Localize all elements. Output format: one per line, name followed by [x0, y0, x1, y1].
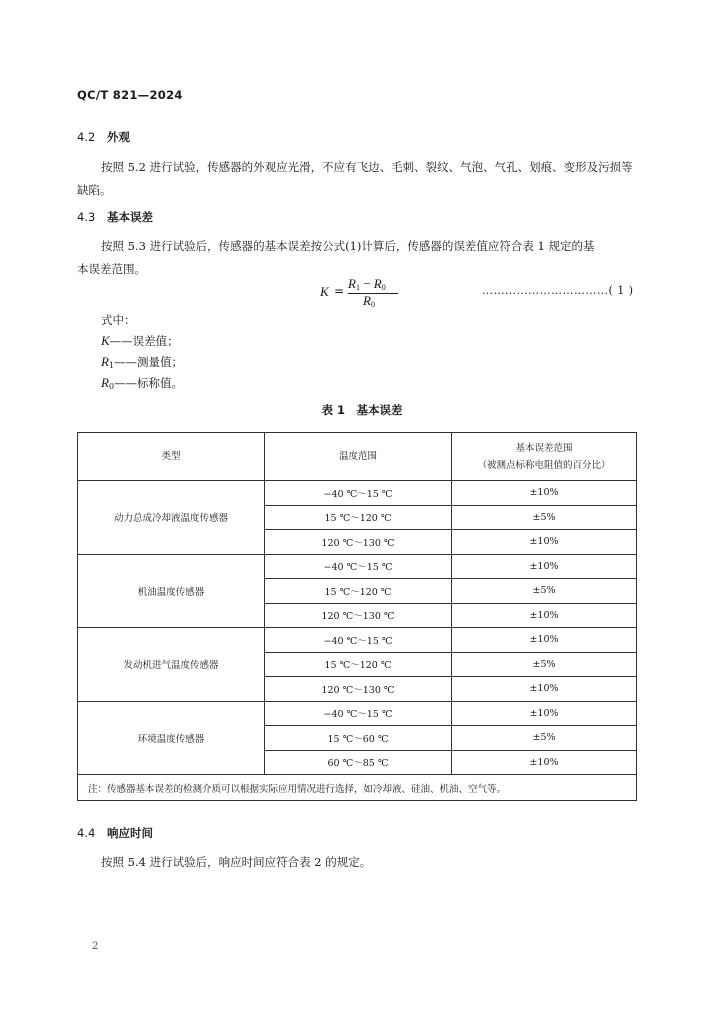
page-number: 2: [92, 941, 99, 952]
paragraph-4-2-line1: 按照 5.2 进行试验，传感器的外观应光滑，不应有飞边、毛刺、裂纹、气泡、气孔、划痕、变形及污损等: [101, 160, 633, 174]
formula-equals: =: [334, 284, 345, 298]
paragraph-4-3-line2: 本误差范围。: [77, 262, 146, 276]
temp-cell: 15 ℃～120 ℃: [265, 652, 452, 677]
error-cell: ±10%: [452, 701, 637, 726]
type-cell: 环境温度传感器: [78, 701, 265, 775]
temp-cell: −40 ℃～15 ℃: [265, 701, 452, 726]
section-heading-4-2: [77, 129, 130, 145]
error-cell: ±10%: [452, 603, 637, 628]
paragraph-4-2-line2: 缺陷。: [77, 183, 112, 197]
formula-where: 式中：: [101, 313, 136, 327]
temp-cell: 15 ℃～60 ℃: [265, 726, 452, 751]
formula-number: ……………………………( 1 ): [482, 284, 634, 297]
formula-numerator: $R_1 - R_0$: [348, 276, 386, 292]
type-cell: 动力总成冷却液温度传感器: [78, 481, 265, 555]
header-temp-range: 温度范围: [265, 433, 452, 481]
temp-cell: −40 ℃～15 ℃: [265, 628, 452, 653]
error-cell: ±10%: [452, 628, 637, 653]
formula-1: [318, 278, 438, 308]
temp-cell: −40 ℃～15 ℃: [265, 481, 452, 506]
temp-cell: 15 ℃～120 ℃: [265, 579, 452, 604]
temp-cell: 60 ℃～85 ℃: [265, 750, 452, 775]
type-cell: 发动机进气温度传感器: [78, 628, 265, 702]
paragraph-4-4-line1: 按照 5.4 进行试验后，响应时间应符合表 2 的规定。: [101, 855, 372, 869]
section-number: 4.2: [77, 130, 96, 144]
error-cell: ±10%: [452, 481, 637, 506]
error-cell: ±10%: [452, 750, 637, 775]
temp-cell: 120 ℃～130 ℃: [265, 677, 452, 702]
section-heading-4-4: [77, 825, 153, 841]
formula-def-r0: $R_0——$标称值。: [101, 375, 184, 391]
section-number: 4.4: [77, 826, 96, 840]
table-note: 注：传感器基本误差的检测介质可以根据实际应用情况进行选择，如冷却液、硅油、机油、空气等。: [78, 775, 637, 801]
formula-denominator: $R_0$: [363, 293, 375, 309]
formula-def-k: K——误差值；: [101, 333, 179, 348]
temp-cell: 15 ℃～120 ℃: [265, 505, 452, 530]
section-title: 外观: [107, 130, 130, 144]
table-row: [78, 628, 637, 653]
basic-error-table: [77, 432, 637, 801]
temp-cell: −40 ℃～15 ℃: [265, 554, 452, 579]
formula-def-r1: $R_1——$测量值；: [101, 354, 184, 370]
table-header-row: [78, 433, 637, 481]
temp-cell: 120 ℃～130 ℃: [265, 530, 452, 555]
table-row: [78, 554, 637, 579]
error-cell: ±10%: [452, 677, 637, 702]
header-error-range: 基本误差范围 （被测点标称电阻值的百分比）: [452, 433, 637, 481]
error-cell: ±5%: [452, 579, 637, 604]
section-title: 基本误差: [107, 210, 153, 224]
table-caption: 表 1 基本误差: [321, 403, 403, 417]
error-cell: ±10%: [452, 554, 637, 579]
error-cell: ±5%: [452, 652, 637, 677]
header-type: 类型: [78, 433, 265, 481]
table-note-row: [78, 775, 637, 801]
error-cell: ±10%: [452, 530, 637, 555]
section-heading-4-3: [77, 209, 153, 225]
error-cell: ±5%: [452, 726, 637, 751]
error-cell: ±5%: [452, 505, 637, 530]
table-row: [78, 481, 637, 506]
paragraph-4-3-line1: 按照 5.3 进行试验后，传感器的基本误差按公式(1)计算后，传感器的误差值应符合表 1 规定的基: [101, 239, 595, 253]
formula-lhs: K: [320, 284, 329, 299]
temp-cell: 120 ℃～130 ℃: [265, 603, 452, 628]
standard-code: QC/T 821—2024: [77, 88, 183, 102]
table-row: [78, 701, 637, 726]
type-cell: 机油温度传感器: [78, 554, 265, 628]
section-number: 4.3: [77, 210, 96, 224]
section-title: 响应时间: [107, 826, 153, 840]
